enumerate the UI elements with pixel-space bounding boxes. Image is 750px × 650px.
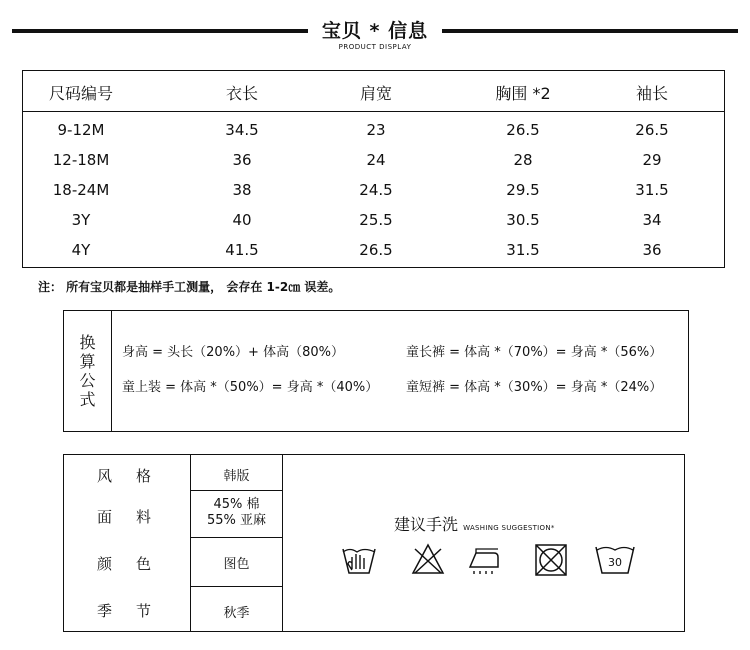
table-cell: 40	[232, 211, 252, 229]
table-cell: 29.5	[506, 181, 540, 199]
table-cell: 34	[642, 211, 662, 229]
iron-icon	[468, 543, 506, 575]
label-char: 料	[136, 508, 152, 526]
formula-label-char: 换	[79, 333, 96, 352]
table-cell: 31.5	[506, 241, 540, 259]
table-cell: 29	[642, 151, 662, 169]
wash-temperature: 30	[608, 556, 622, 569]
product-info-box	[63, 454, 685, 632]
table-cell: 28	[513, 151, 533, 169]
page-title: 宝贝 * 信息	[321, 20, 429, 42]
label-char: 季	[97, 602, 113, 620]
table-cell: 9-12M	[57, 121, 105, 139]
info-value-color: 图色	[223, 557, 250, 572]
info-value-style: 韩版	[223, 469, 250, 484]
table-cell: 41.5	[225, 241, 259, 259]
column-header-shoulder: 肩宽	[359, 84, 392, 103]
info-row-divider	[190, 490, 282, 491]
formula-box	[63, 310, 689, 432]
table-cell: 36	[642, 241, 662, 259]
formula-label-char: 式	[79, 390, 96, 409]
label-char: 颜	[97, 555, 113, 573]
table-cell: 36	[232, 151, 252, 169]
info-divider	[282, 455, 283, 631]
label-char: 格	[136, 467, 152, 485]
info-value-fabric	[191, 497, 282, 529]
table-cell: 26.5	[635, 121, 669, 139]
size-table	[22, 70, 725, 268]
formula-divider	[111, 311, 112, 431]
washing-title	[394, 512, 555, 535]
table-cell: 24	[366, 151, 386, 169]
table-cell: 34.5	[225, 121, 259, 139]
table-cell: 25.5	[359, 211, 393, 229]
washing-subtitle: WASHING SUGGESTION*	[463, 524, 555, 532]
washing-title-text: 建议手洗	[394, 515, 459, 534]
formula-label-char: 公	[79, 371, 96, 390]
formula-line: 童短裤 = 体高 *（30%）= 身高 *（24%）	[406, 380, 663, 395]
table-cell: 3Y	[71, 211, 91, 229]
table-cell: 31.5	[635, 181, 669, 199]
fabric-line: 45% 棉	[213, 497, 260, 512]
table-cell: 23	[366, 121, 386, 139]
page-subtitle: PRODUCT DISPLAY	[338, 43, 412, 51]
label-char: 节	[136, 602, 152, 620]
info-row-divider	[190, 537, 282, 538]
table-header-divider	[23, 111, 724, 112]
info-value-season: 秋季	[223, 606, 250, 621]
formula-label	[64, 333, 111, 409]
table-cell: 38	[232, 181, 252, 199]
hand-wash-icon	[340, 543, 378, 577]
column-header-chest: 胸围 *2	[495, 84, 551, 103]
table-cell: 30.5	[506, 211, 540, 229]
table-cell: 26.5	[506, 121, 540, 139]
no-bleach-icon	[411, 543, 445, 575]
column-header-length: 衣长	[225, 84, 258, 103]
wash-30-icon	[594, 543, 636, 575]
no-tumble-dry-icon	[534, 543, 568, 577]
table-cell: 12-18M	[52, 151, 110, 169]
column-header-sleeve: 袖长	[635, 84, 668, 103]
label-char: 色	[136, 555, 152, 573]
formula-label-char: 算	[79, 352, 96, 371]
label-char: 风	[97, 467, 113, 485]
table-cell: 26.5	[359, 241, 393, 259]
label-char: 面	[97, 508, 113, 526]
column-header-size: 尺码编号	[48, 84, 113, 103]
table-cell: 4Y	[71, 241, 91, 259]
formula-line: 身高 = 头长（20%）+ 体高（80%）	[122, 345, 344, 360]
table-cell: 24.5	[359, 181, 393, 199]
measurement-note: 注： 所有宝贝都是抽样手工测量， 会存在 1-2㎝ 误差。	[38, 280, 341, 294]
fabric-line: 55% 亚麻	[206, 513, 267, 528]
formula-line: 童上装 = 体高 *（50%）= 身高 *（40%）	[122, 380, 379, 395]
info-row-divider	[190, 586, 282, 587]
formula-line: 童长裤 = 体高 *（70%）= 身高 *（56%）	[406, 345, 663, 360]
table-cell: 18-24M	[52, 181, 110, 199]
